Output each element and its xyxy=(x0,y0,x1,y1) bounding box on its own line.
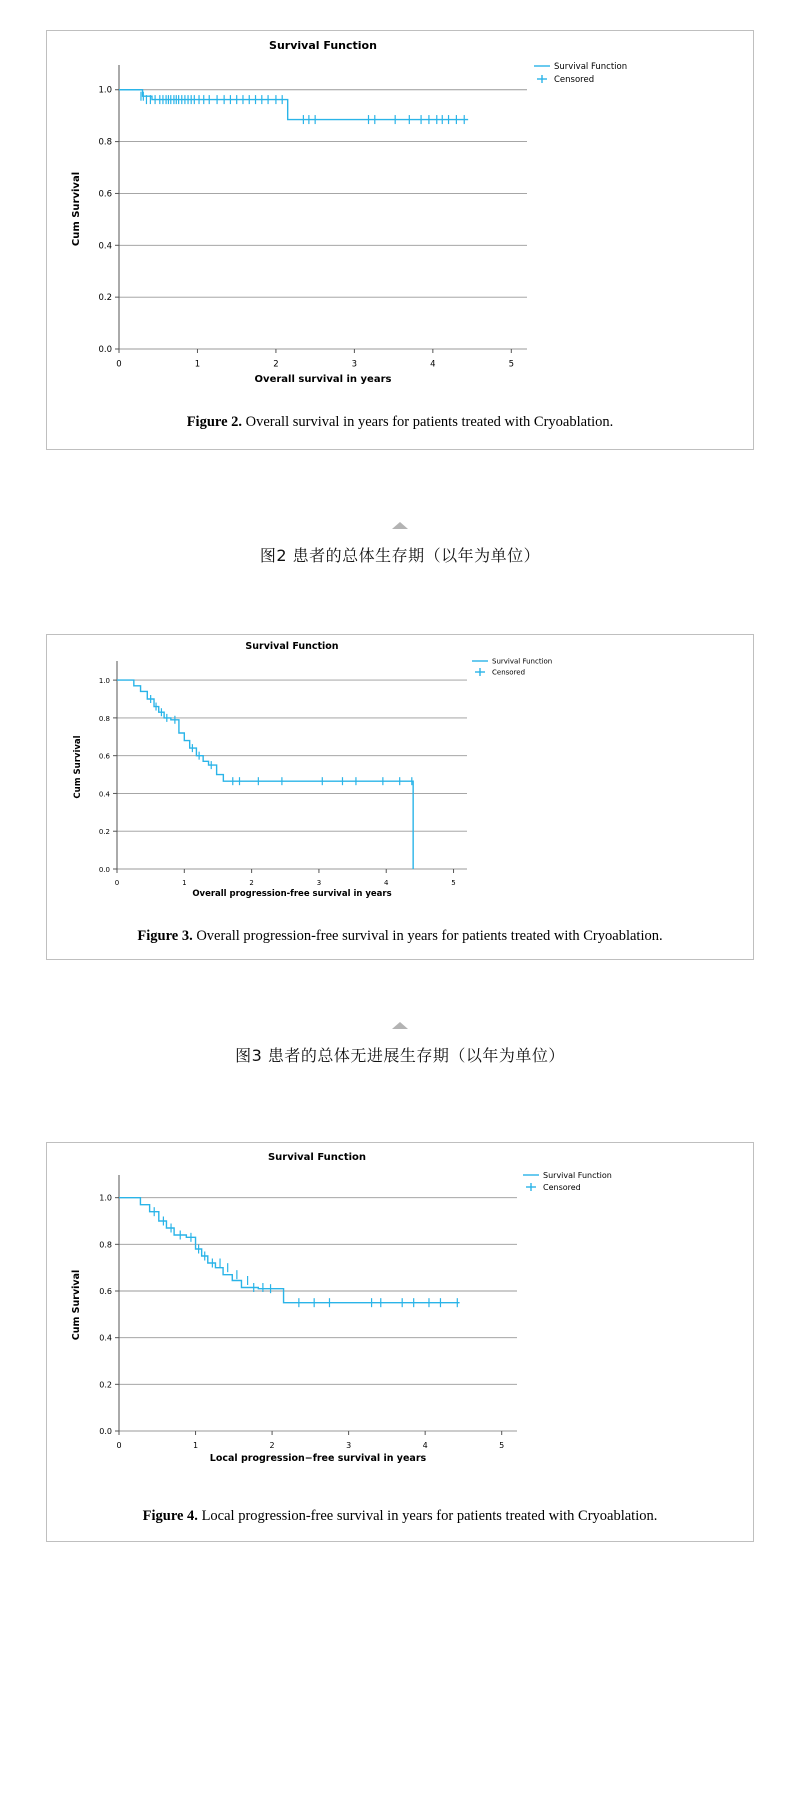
plot-area-3 xyxy=(47,635,753,917)
y-tick-label: 1.0 xyxy=(99,1193,112,1203)
figure-caption-2 xyxy=(47,414,753,431)
x-axis-label: Overall progression-free survival in years xyxy=(192,889,392,899)
y-tick-label: 0.6 xyxy=(98,189,112,200)
figure-card-2 xyxy=(46,30,754,450)
y-tick-label: 0.2 xyxy=(98,293,112,304)
x-tick-label: 4 xyxy=(430,359,436,370)
survival-curve xyxy=(119,90,468,120)
y-tick-label: 0.6 xyxy=(99,1287,112,1296)
x-tick-label: 5 xyxy=(451,879,456,887)
x-axis-label: Overall survival in years xyxy=(254,374,392,385)
cn-caption-block-3 xyxy=(0,1022,800,1066)
y-tick-label: 0.8 xyxy=(98,137,112,148)
y-tick-label: 1.0 xyxy=(98,85,112,96)
legend-label-censored: Censored xyxy=(543,1182,581,1192)
x-axis-label: Local progression−free survival in years xyxy=(209,1453,427,1464)
legend-label-censored: Censored xyxy=(492,668,526,677)
x-tick-label: 3 xyxy=(346,1441,352,1450)
y-tick-label: 1.0 xyxy=(98,677,110,686)
chart-title: Survival Function xyxy=(267,1152,367,1163)
figure-caption-label-4: Figure 4. xyxy=(142,1508,198,1524)
x-tick-label: 4 xyxy=(383,879,389,887)
x-tick-label: 2 xyxy=(269,1441,275,1450)
figure-caption-3 xyxy=(47,928,753,945)
plot-area-4 xyxy=(47,1143,753,1485)
y-tick-label: 0.4 xyxy=(98,241,112,252)
legend-label-survival: Survival Function xyxy=(554,62,628,73)
y-axis-label: Cum Survival xyxy=(71,1269,82,1341)
cn-caption-2: 图2 患者的总体生存期（以年为单位） xyxy=(259,546,541,565)
y-tick-label: 0.2 xyxy=(98,828,110,837)
y-tick-label: 0.0 xyxy=(98,345,112,355)
figure-card-3 xyxy=(46,634,754,960)
x-tick-label: 2 xyxy=(249,879,254,887)
cn-caption-block-2 xyxy=(0,522,800,566)
plot-area-2 xyxy=(47,31,753,391)
y-tick-label: 0.0 xyxy=(98,866,110,874)
y-axis-label: Cum Survival xyxy=(73,735,83,799)
figure-caption-text-4: Local progression-free survival in years for patients treated with Cryoablation. xyxy=(197,1508,658,1524)
legend-label-survival: Survival Function xyxy=(543,1170,612,1180)
legend-label-censored: Censored xyxy=(554,75,595,86)
y-tick-label: 0.0 xyxy=(99,1427,112,1436)
survival-chart-2 xyxy=(47,31,753,391)
survival-chart-4 xyxy=(47,1143,753,1485)
cn-caption-3: 图3 患者的总体无进展生存期（以年为单位） xyxy=(235,1046,565,1065)
x-tick-label: 1 xyxy=(194,359,201,370)
x-tick-label: 0 xyxy=(116,1441,122,1450)
triangle-marker-icon xyxy=(392,522,408,529)
legend-swatch-censored xyxy=(475,668,485,676)
figure-caption-4 xyxy=(47,1508,753,1525)
legend-label-survival: Survival Function xyxy=(492,657,553,666)
y-tick-label: 0.2 xyxy=(99,1380,112,1390)
y-tick-label: 0.8 xyxy=(99,1240,112,1250)
triangle-marker-icon xyxy=(392,1022,408,1029)
legend-swatch-censored xyxy=(537,75,547,83)
chart-title: Survival Function xyxy=(269,39,377,52)
figure-card-4 xyxy=(46,1142,754,1542)
chart-title: Survival Function xyxy=(245,641,339,652)
x-tick-label: 2 xyxy=(273,359,279,370)
x-tick-label: 1 xyxy=(182,879,187,887)
survival-chart-3 xyxy=(47,635,753,917)
survival-curve xyxy=(119,1198,460,1303)
x-tick-label: 5 xyxy=(499,1441,505,1450)
x-tick-label: 0 xyxy=(114,879,120,887)
x-tick-label: 5 xyxy=(508,359,515,370)
y-tick-label: 0.4 xyxy=(98,790,110,799)
x-tick-label: 4 xyxy=(422,1441,428,1450)
y-tick-label: 0.4 xyxy=(99,1333,112,1343)
x-tick-label: 3 xyxy=(351,359,358,370)
x-tick-label: 1 xyxy=(192,1441,199,1450)
figure-caption-label-3: Figure 3. xyxy=(137,928,193,944)
figure-caption-text-2: Overall survival in years for patients treated with Cryoablation. xyxy=(242,414,614,430)
y-tick-label: 0.6 xyxy=(98,752,110,761)
figure-caption-label-2: Figure 2. xyxy=(186,414,243,430)
x-tick-label: 0 xyxy=(116,359,122,370)
figure-caption-text-3: Overall progression-free survival in years for patients treated with Cryoablation. xyxy=(192,928,663,944)
y-axis-label: Cum Survival xyxy=(71,171,82,247)
legend-swatch-censored xyxy=(526,1183,536,1191)
y-tick-label: 0.8 xyxy=(98,714,110,723)
x-tick-label: 3 xyxy=(316,879,322,887)
